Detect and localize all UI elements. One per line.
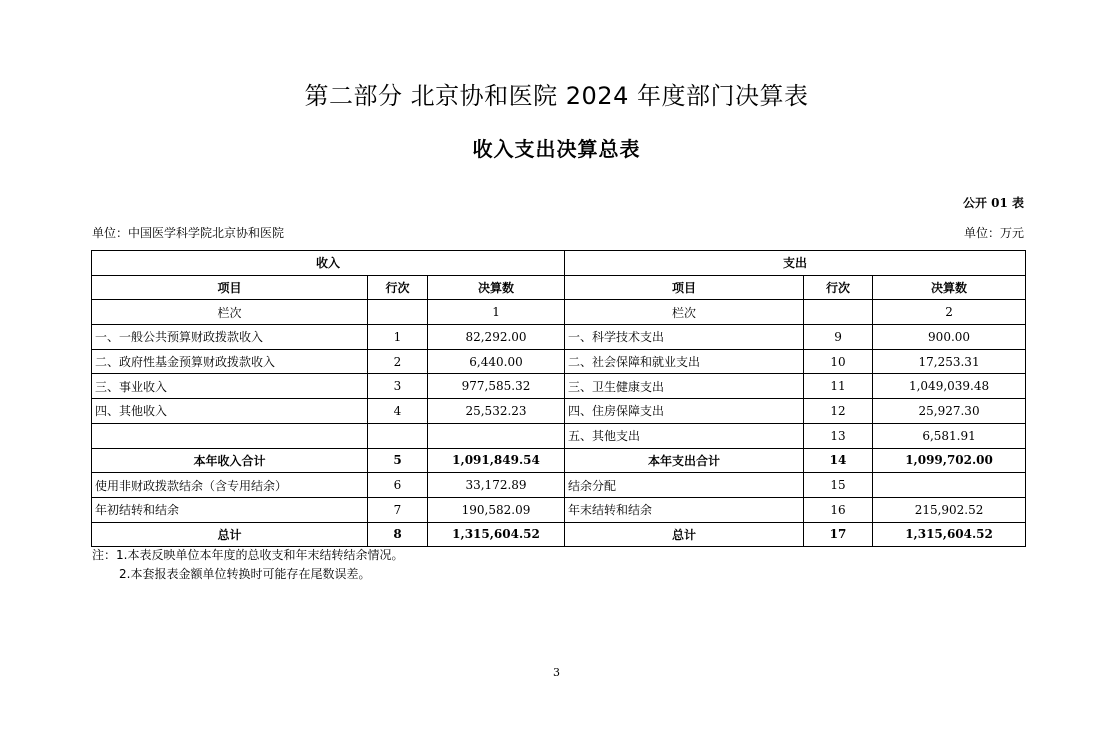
- expense-amount: 17,253.31: [873, 349, 1026, 374]
- expense-subtotal-line: 14: [804, 448, 873, 473]
- col-line-header: 行次: [368, 275, 428, 300]
- income-item: 二、政府性基金预算财政拨款收入: [92, 349, 368, 374]
- income-amount: 190,582.09: [428, 497, 565, 522]
- expense-total-amount: 1,315,604.52: [873, 522, 1026, 547]
- table-title: 收入支出决算总表: [472, 137, 641, 161]
- expense-subtotal-amount: 1,099,702.00: [873, 448, 1026, 473]
- col-item-header-right: 项目: [565, 275, 804, 300]
- col-item-header: 项目: [92, 275, 368, 300]
- lanci-empty-right: [804, 300, 873, 325]
- table-number: 公开 01 表: [962, 196, 1024, 210]
- expense-header: 支出: [565, 251, 1026, 276]
- income-item: [92, 423, 368, 448]
- expense-item: 一、科学技术支出: [565, 325, 804, 350]
- lanci-row: [92, 300, 1026, 325]
- income-amount: [428, 423, 565, 448]
- page-title: 第二部分 北京协和医院 2024 年度部门决算表: [304, 82, 809, 110]
- col-line-header-right: 行次: [804, 275, 873, 300]
- income-line: 1: [368, 325, 428, 350]
- note-2: 2.本套报表金额单位转换时可能存在尾数误差。: [119, 567, 371, 581]
- income-line: 7: [368, 497, 428, 522]
- expense-amount: 900.00: [873, 325, 1026, 350]
- unit-currency: 单位：万元: [963, 226, 1024, 240]
- expense-line: 9: [804, 325, 873, 350]
- expense-total-line: 17: [804, 522, 873, 547]
- expense-item: 四、住房保障支出: [565, 399, 804, 424]
- table-row: [92, 349, 1026, 374]
- expense-item: 结余分配: [565, 473, 804, 498]
- column-header-row: [92, 275, 1026, 300]
- table-notes: [92, 546, 403, 584]
- expense-amount: 25,927.30: [873, 399, 1026, 424]
- col-amount-header-right: 决算数: [873, 275, 1026, 300]
- income-line: 6: [368, 473, 428, 498]
- income-line: [368, 423, 428, 448]
- income-total-line: 8: [368, 522, 428, 547]
- expense-line: 16: [804, 497, 873, 522]
- expense-line: 13: [804, 423, 873, 448]
- income-subtotal-amount: 1,091,849.54: [428, 448, 565, 473]
- income-line: 2: [368, 349, 428, 374]
- income-subtotal-label: 本年收入合计: [92, 448, 368, 473]
- expense-total-label: 总计: [565, 522, 804, 547]
- page-number: 3: [553, 666, 560, 679]
- income-header: 收入: [92, 251, 565, 276]
- lanci-label-right: 栏次: [565, 300, 804, 325]
- table-row: [92, 497, 1026, 522]
- lanci-empty-left: [368, 300, 428, 325]
- section-header-row: [92, 251, 1026, 276]
- income-total-label: 总计: [92, 522, 368, 547]
- table-row: [92, 374, 1026, 399]
- note-1: 注：1.本表反映单位本年度的总收支和年末结转结余情况。: [92, 548, 404, 562]
- table-row: [92, 423, 1026, 448]
- expense-line: 15: [804, 473, 873, 498]
- expense-item: 五、其他支出: [565, 423, 804, 448]
- income-expense-table: [91, 250, 1026, 547]
- expense-line: 10: [804, 349, 873, 374]
- income-subtotal-line: 5: [368, 448, 428, 473]
- lanci-label-left: 栏次: [92, 300, 368, 325]
- lanci-number-right: 2: [873, 300, 1026, 325]
- income-amount: 33,172.89: [428, 473, 565, 498]
- expense-amount: 6,581.91: [873, 423, 1026, 448]
- income-item: 年初结转和结余: [92, 497, 368, 522]
- income-item: 四、其他收入: [92, 399, 368, 424]
- table-row: [92, 325, 1026, 350]
- table-row: [92, 399, 1026, 424]
- subtotal-row: [92, 448, 1026, 473]
- expense-amount: 1,049,039.48: [873, 374, 1026, 399]
- income-total-amount: 1,315,604.52: [428, 522, 565, 547]
- income-line: 3: [368, 374, 428, 399]
- expense-amount: [873, 473, 1026, 498]
- expense-item: 三、卫生健康支出: [565, 374, 804, 399]
- income-item: 三、事业收入: [92, 374, 368, 399]
- income-line: 4: [368, 399, 428, 424]
- income-amount: 82,292.00: [428, 325, 565, 350]
- table-row: [92, 473, 1026, 498]
- expense-line: 12: [804, 399, 873, 424]
- unit-organization: 单位：中国医学科学院北京协和医院: [92, 226, 285, 240]
- total-row: [92, 522, 1026, 547]
- expense-amount: 215,902.52: [873, 497, 1026, 522]
- income-amount: 6,440.00: [428, 349, 565, 374]
- income-amount: 25,532.23: [428, 399, 565, 424]
- income-item: 使用非财政拨款结余（含专用结余）: [92, 473, 368, 498]
- expense-line: 11: [804, 374, 873, 399]
- expense-subtotal-label: 本年支出合计: [565, 448, 804, 473]
- income-item: 一、一般公共预算财政拨款收入: [92, 325, 368, 350]
- expense-item: 二、社会保障和就业支出: [565, 349, 804, 374]
- col-amount-header: 决算数: [428, 275, 565, 300]
- income-amount: 977,585.32: [428, 374, 565, 399]
- expense-item: 年末结转和结余: [565, 497, 804, 522]
- lanci-number-left: 1: [428, 300, 565, 325]
